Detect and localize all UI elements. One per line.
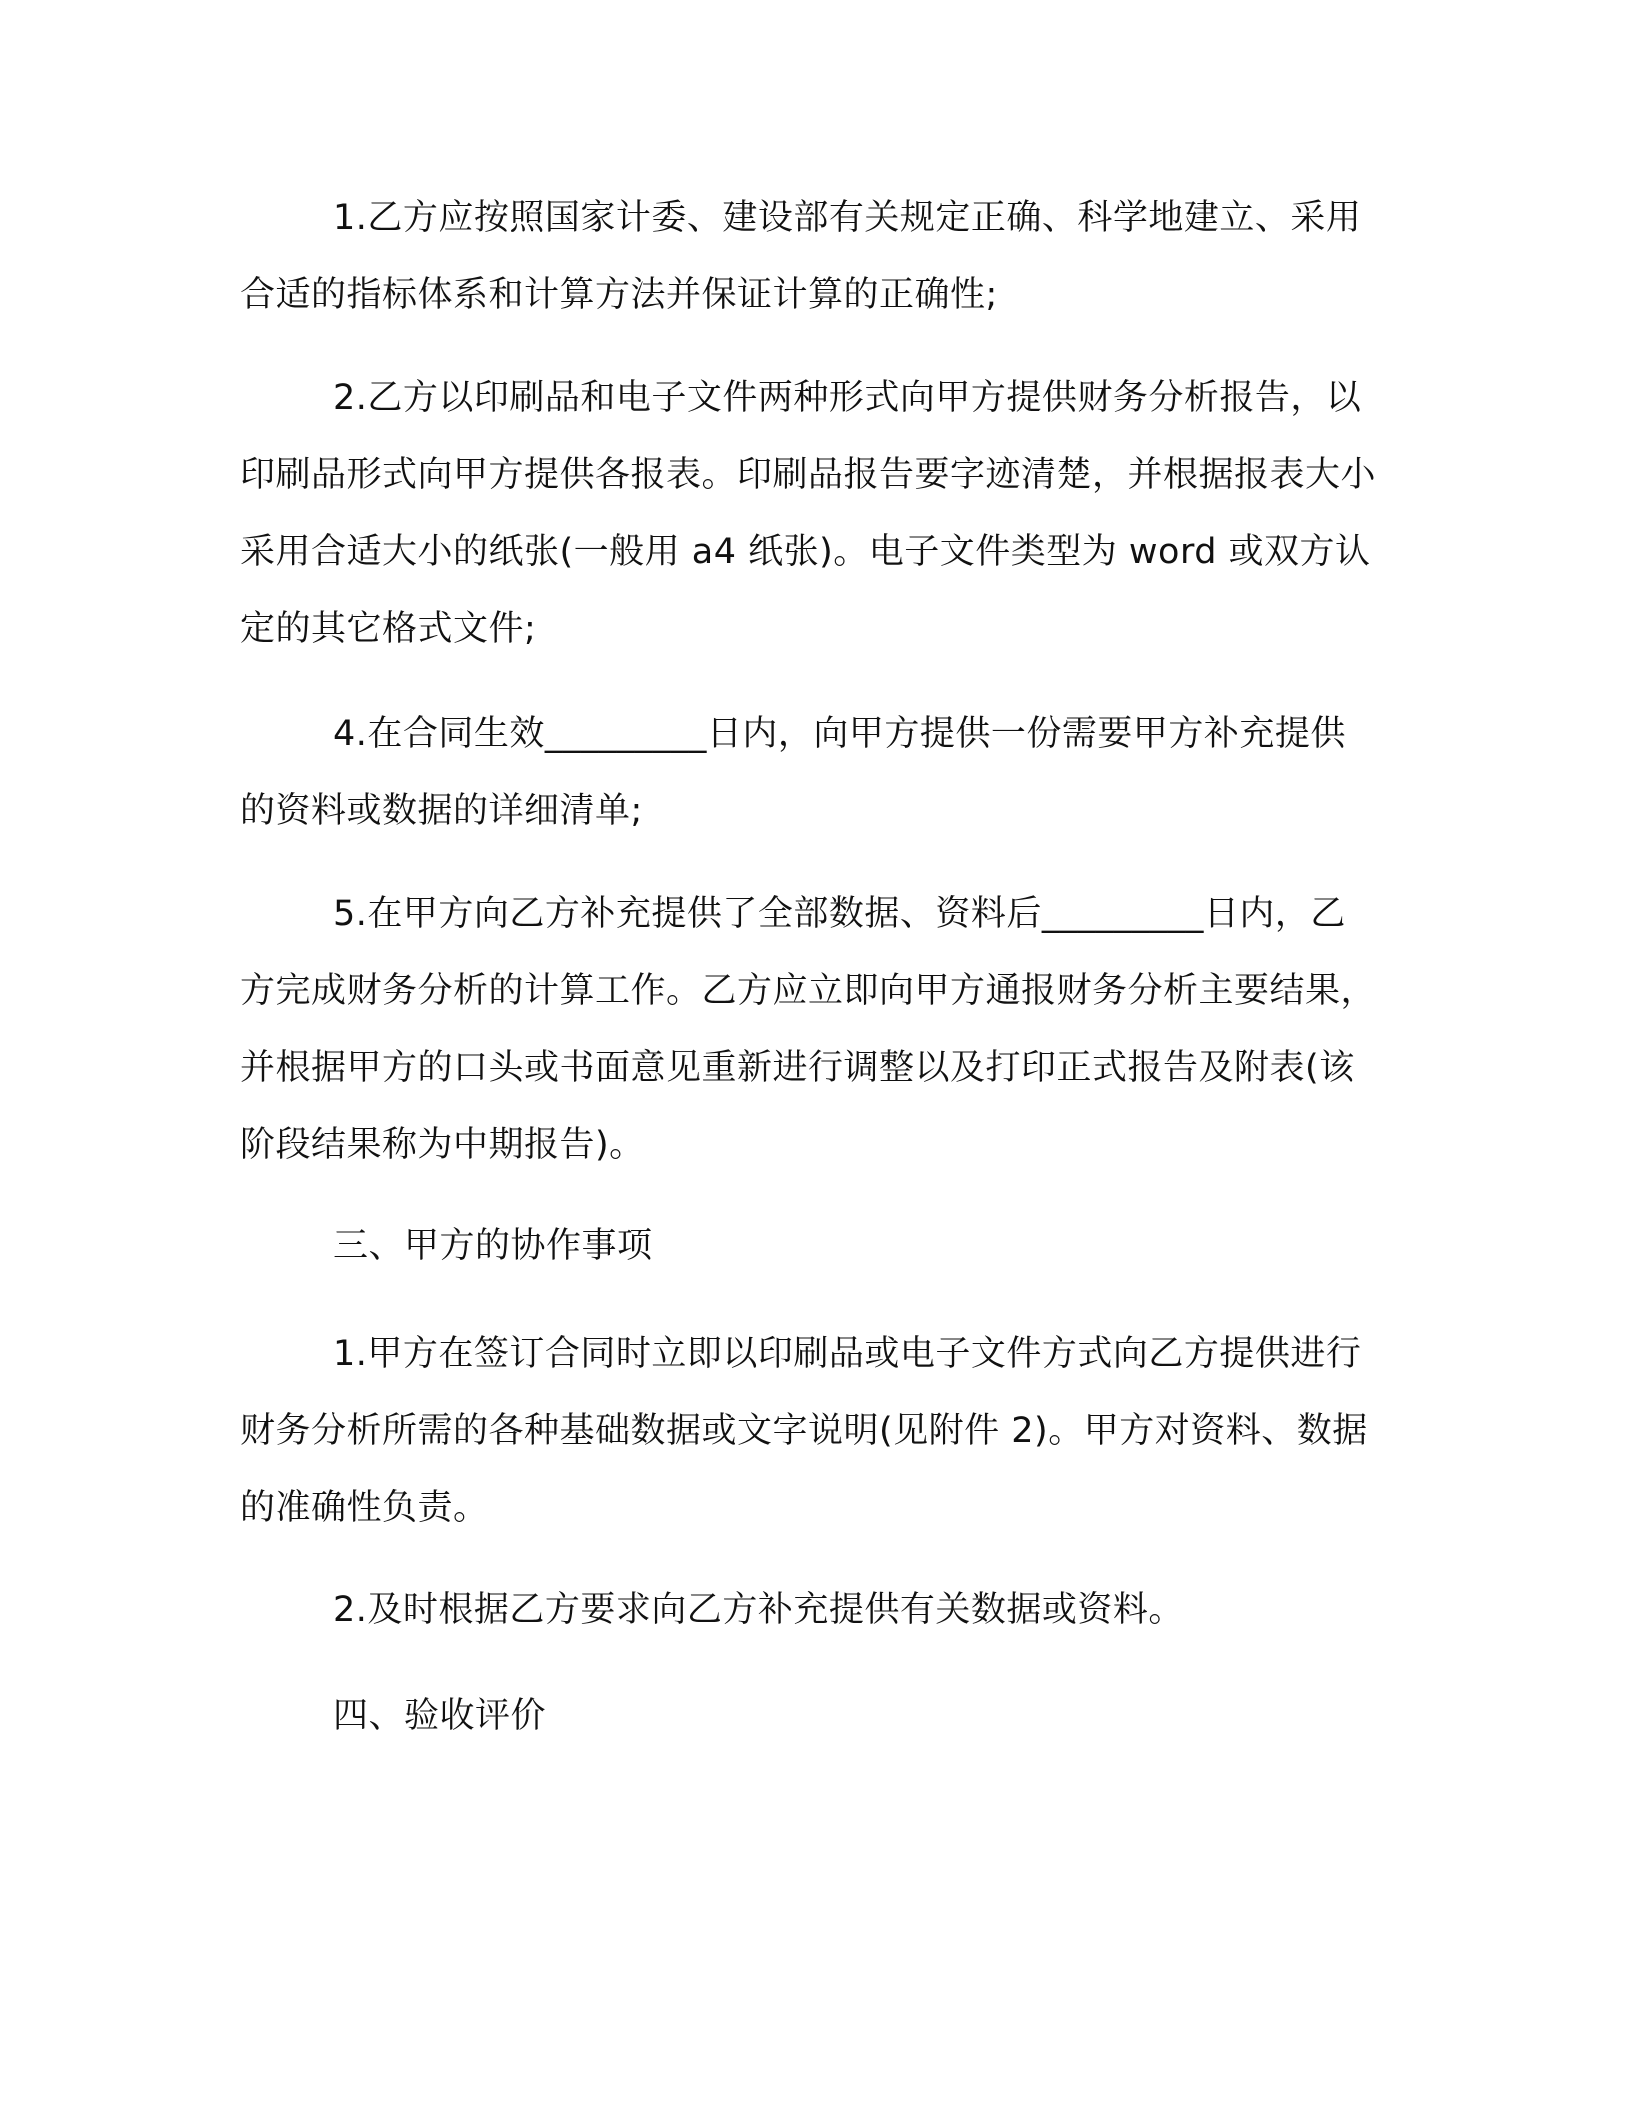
paragraph-2-report-format: 2.乙方以印刷品和电子文件两种形式向甲方提供财务分析报告，以印刷品形式向甲方提供各报表。印刷品报告要字迹清楚，并根据报表大小采用合适大小的纸张(一般用 a4 纸张)。电子文件类型为 word 或双方认定的其它格式文件; <box>240 378 1377 649</box>
paragraph-5-calculation-work: 5.在甲方向乙方补充提供了全部数据、资料后_________日内，乙方完成财务分析的计算工作。乙方应立即向甲方通报财务分析主要结果，并根据甲方的口头或书面意见重新进行调整以及打印正式报告及附表(该阶段结果称为中期报告)。 <box>240 894 1377 1165</box>
section-4-heading: 四、验收评价 <box>333 1696 547 1736</box>
section-3-heading: 三、甲方的协作事项 <box>333 1226 653 1266</box>
paragraph-1-calculation-method: 1.乙方应按照国家计委、建设部有关规定正确、科学地建立、采用合适的指标体系和计算方法并保证计算的正确性; <box>240 198 1362 315</box>
paragraph-4-data-checklist: 4.在合同生效_________日内，向甲方提供一份需要甲方补充提供的资料或数据的详细清单; <box>240 714 1346 831</box>
section-3-item-2: 2.及时根据乙方要求向乙方补充提供有关数据或资料。 <box>333 1590 1184 1630</box>
section-3-item-1: 1.甲方在签订合同时立即以印刷品或电子文件方式向乙方提供进行财务分析所需的各种基础数据或文字说明(见附件 2)。甲方对资料、数据的准确性负责。 <box>240 1334 1368 1528</box>
